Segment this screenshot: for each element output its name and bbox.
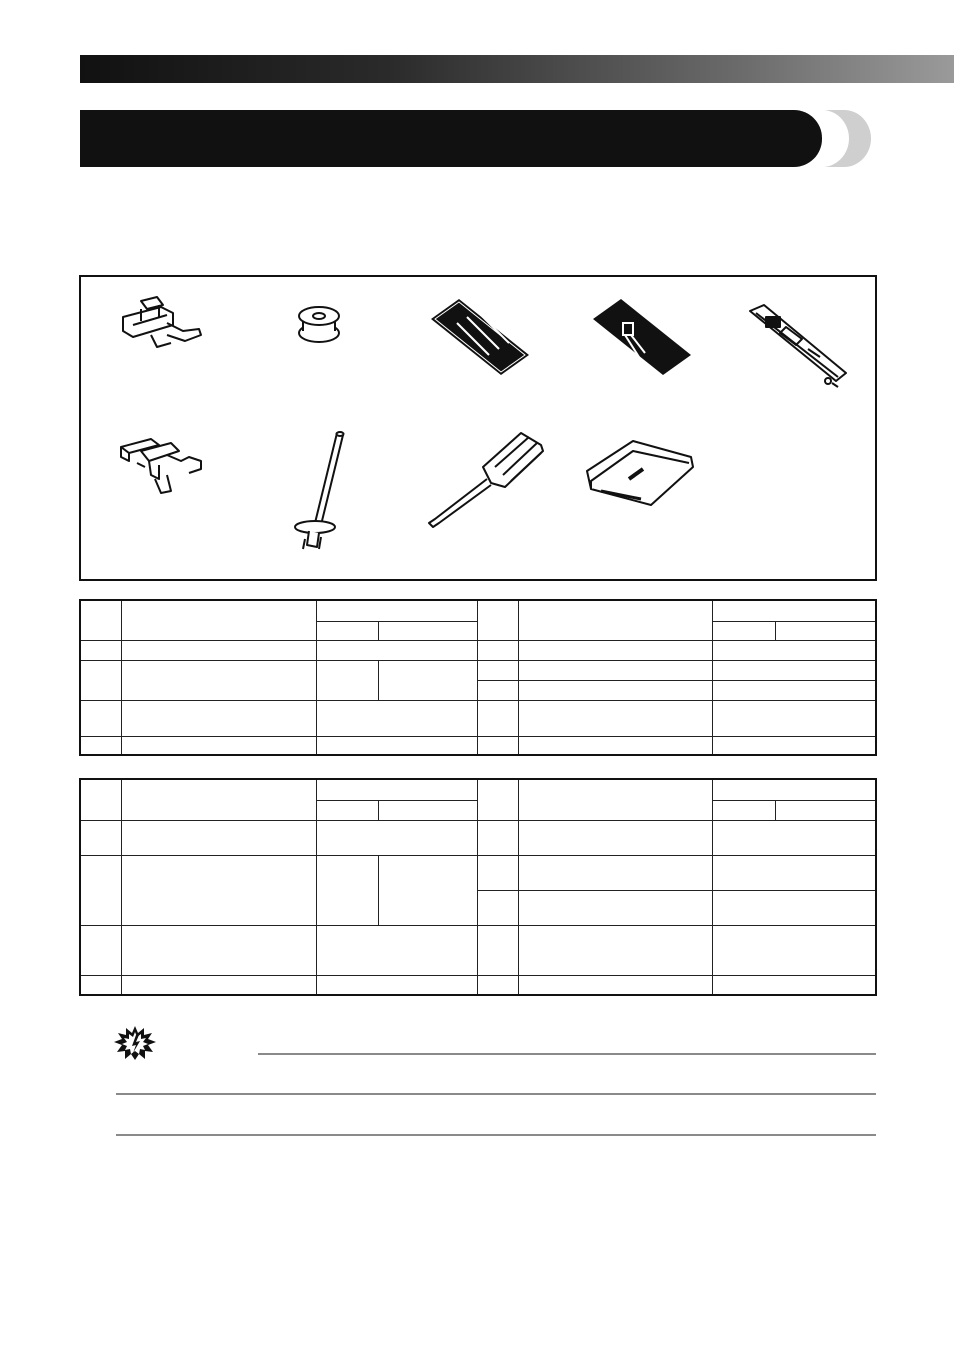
table-cell [477, 779, 518, 820]
table-cell [775, 800, 876, 820]
table-cell [121, 779, 316, 820]
screwdriver-icon [421, 427, 547, 529]
table-cell [80, 779, 121, 820]
table-cell [518, 779, 712, 820]
accessories-panel [79, 275, 877, 581]
table-cell [121, 600, 316, 640]
twin-needle-icon [589, 297, 695, 377]
table-row [80, 660, 876, 680]
important-burst-icon [113, 1025, 157, 1061]
note-rule-bottom [116, 1134, 876, 1136]
button-fitting-foot-icon [111, 435, 207, 499]
table-cell [378, 800, 477, 820]
note-rule-top [116, 1093, 876, 1095]
title-bar-cap-icon [822, 110, 876, 167]
table-cell [316, 800, 378, 820]
bobbin-icon [294, 303, 344, 345]
accessories-table-1 [79, 599, 877, 756]
table-row [80, 736, 876, 755]
table-cell [712, 600, 876, 621]
section-header-bar [80, 55, 954, 83]
spool-pin-icon [281, 427, 359, 555]
needle-set-icon [427, 297, 533, 377]
table-cell [712, 779, 876, 800]
table-row [80, 700, 876, 736]
table-cell [518, 600, 712, 640]
table-row [80, 855, 876, 890]
title-bar [80, 110, 822, 167]
table-cell [775, 621, 876, 640]
table-row [80, 820, 876, 855]
buttonhole-foot-icon [746, 301, 850, 393]
table-row [80, 925, 876, 975]
table-cell [316, 600, 477, 621]
table-cell [477, 600, 518, 640]
accessories-table-2 [79, 778, 877, 996]
table-row [80, 640, 876, 660]
table-cell [712, 800, 775, 820]
table-cell [712, 621, 775, 640]
table-row [80, 975, 876, 995]
table-cell [80, 600, 121, 640]
table-cell [316, 779, 477, 800]
table-cell [378, 621, 477, 640]
seam-guide-plate-icon [581, 437, 697, 511]
note-header-rule [258, 1053, 876, 1055]
table-cell [316, 621, 378, 640]
zipper-foot-icon [111, 295, 203, 357]
